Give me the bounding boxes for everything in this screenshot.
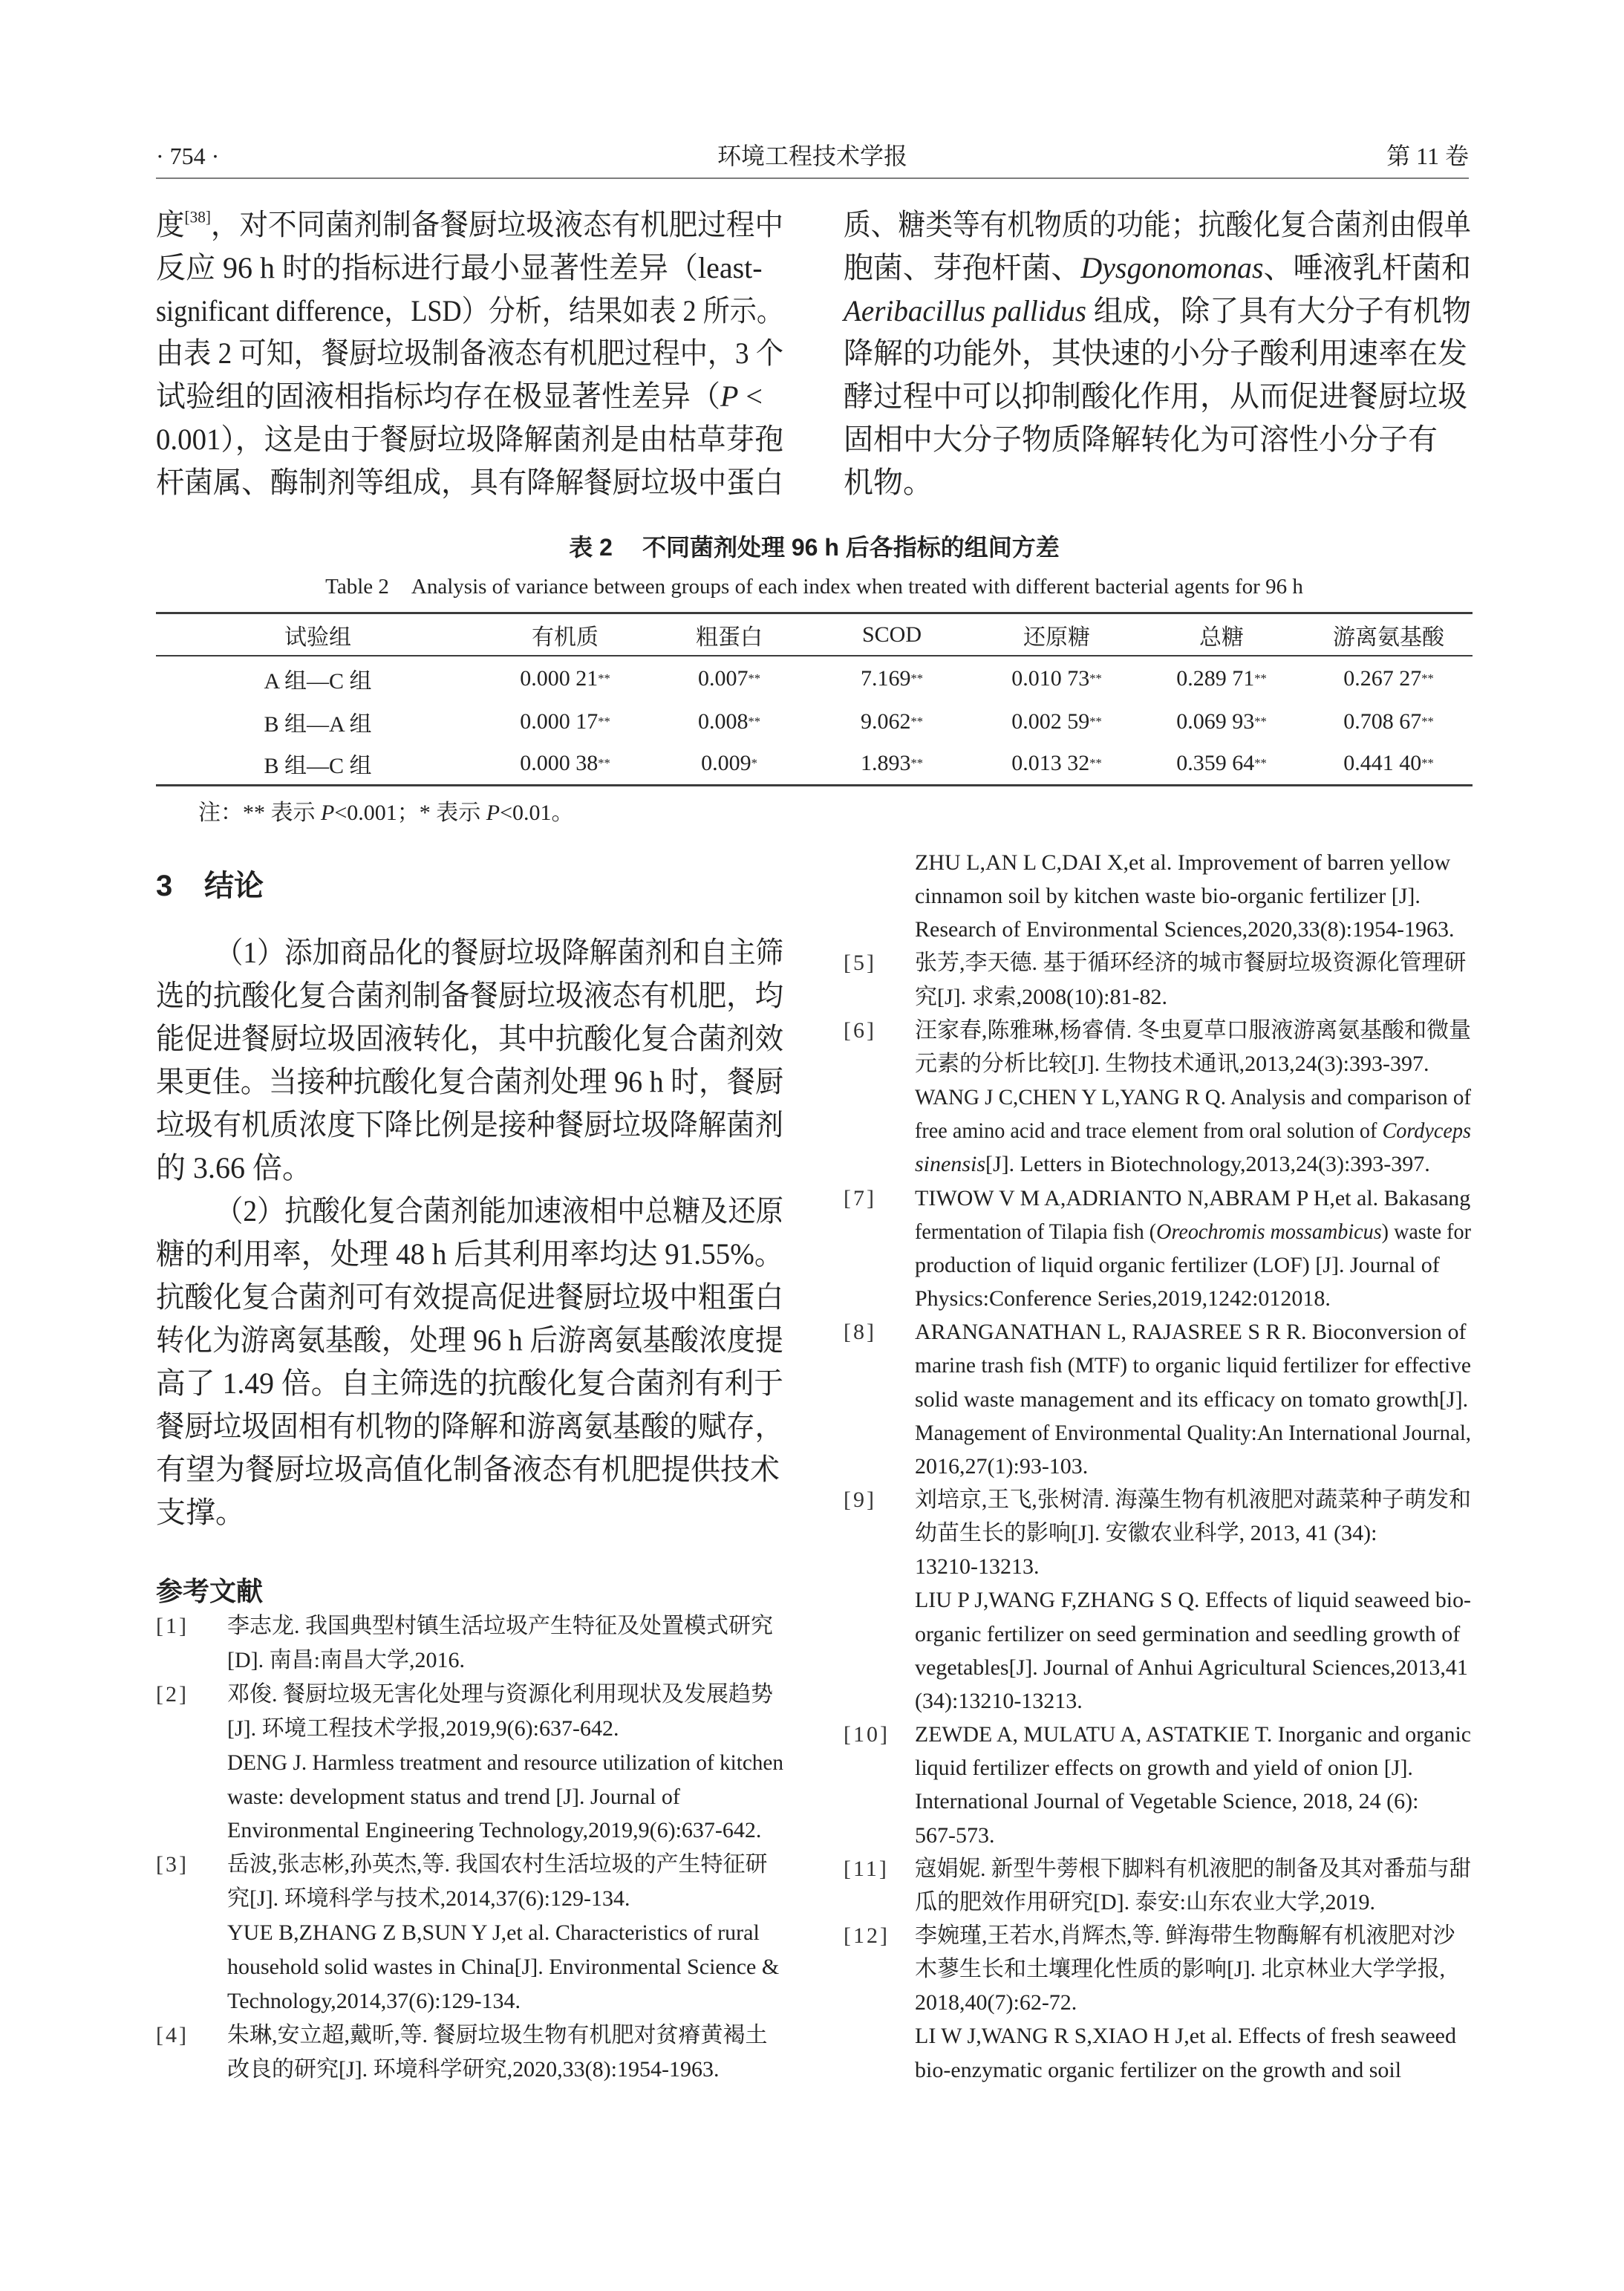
text-segment: 度 <box>156 208 185 241</box>
text-line <box>156 1276 783 1319</box>
reference-line <box>915 1450 1471 1483</box>
text-line <box>844 247 1471 290</box>
reference-label: [9] <box>844 1487 876 1512</box>
line-text: Research of Environmental Sciences,2020,33(8):1954-1963. <box>915 917 1455 942</box>
reference-line <box>227 1984 783 2018</box>
reference-line <box>915 1516 1471 1550</box>
reference-text <box>915 1718 1471 1852</box>
italic-term: sinensis <box>915 1152 986 1177</box>
reference-line <box>227 1746 783 1780</box>
line-text: 张芳,李天德. 基于循环经济的城市餐厨垃圾资源化管理研 <box>915 951 1467 976</box>
table-cell: 0.000 21 ** <box>520 666 610 691</box>
text-line <box>156 1104 783 1147</box>
table-note <box>198 800 574 827</box>
section-title: 结论 <box>204 870 264 902</box>
text-segment: <0.01。 <box>500 801 574 825</box>
text-line <box>156 1362 783 1405</box>
table-header-cell: 游离氨基酸 <box>1333 625 1444 650</box>
line-text: TIWOW V M A,ADRIANTO N,ABRAM P H,et al. Bakasang <box>915 1185 1471 1210</box>
reference-line <box>915 1651 1471 1684</box>
text-line <box>156 247 783 290</box>
reference-line <box>227 1848 783 1882</box>
line-text: organic fertilizer on seed germination and seedling growth of <box>915 1621 1461 1646</box>
reference-label: [4] <box>156 2022 189 2047</box>
references-right-column <box>844 846 1471 2087</box>
table-cell: 0.008 ** <box>698 709 760 734</box>
line-text: 木蓼生长和土壤理化性质的影响[J]. 北京林业大学学报, <box>915 1957 1446 1982</box>
reference-text <box>227 1609 783 1678</box>
cell-value: 0.000 21 <box>520 666 599 691</box>
line-text <box>844 247 1471 290</box>
reference-label: [3] <box>156 1852 189 1877</box>
text-line <box>156 418 783 461</box>
reference-line <box>227 2053 783 2087</box>
line-text: International Journal of Vegetable Science, 2018, 24 (6): <box>915 1789 1419 1814</box>
reference-line <box>227 1780 783 1814</box>
reference-line <box>915 1114 1471 1147</box>
reference-text <box>915 1919 1471 2087</box>
table-cell-group: B 组—C 组 <box>264 754 372 778</box>
table-cell: 0.013 32 ** <box>1011 751 1102 775</box>
table-caption: 不同菌剂处理 96 h 后各指标的组间方差 <box>642 534 1060 561</box>
line-text: significant difference，LSD）分析，结果如表 2 所示。 <box>156 293 783 327</box>
text-line <box>844 375 1471 418</box>
reference-line <box>915 1248 1471 1282</box>
reference-line <box>915 946 1471 980</box>
line-text: ZEWDE A, MULATU A, ASTATKIE T. Inorganic and organic <box>915 1722 1471 1747</box>
text-segment: [J]. Letters in Biotechnology,2013,24(3):393-397. <box>985 1152 1430 1177</box>
reference-label: [2] <box>156 1681 189 1707</box>
reference-label: [1] <box>156 1614 189 1638</box>
table-bottom-rule <box>156 784 1473 786</box>
reference-label: [5] <box>844 951 876 976</box>
reference-line <box>227 1678 783 1712</box>
reference-line <box>227 1813 783 1848</box>
reference-line <box>915 1215 1471 1248</box>
table-cell: 0.009 * <box>701 751 757 775</box>
line-text: production of liquid organic fertilizer (LOF) [J]. Journal of <box>915 1252 1440 1277</box>
line-text: 究[J]. 求索,2008(10):81-82. <box>915 984 1167 1009</box>
reference-label: [6] <box>844 1017 876 1043</box>
table-header-cell: 试验组 <box>284 625 351 650</box>
reference-text <box>915 846 1471 946</box>
line-text: liquid fertilizer effects on growth and yield of onion [J]. <box>915 1756 1413 1781</box>
line-text <box>915 1215 1471 1248</box>
reference-line <box>915 1014 1471 1047</box>
line-text: DENG J. Harmless treatment and resource utilization of kitchen <box>227 1750 783 1775</box>
line-text: cinnamon soil by kitchen waste bio-organic fertilizer [J]. <box>915 884 1421 909</box>
reference-text <box>227 2018 783 2087</box>
reference-line <box>915 2053 1471 2087</box>
reference-line <box>915 1617 1471 1651</box>
reference-text <box>915 1483 1471 1718</box>
reference-line <box>227 1712 783 1746</box>
cell-value: 7.169 <box>861 666 911 691</box>
table-cell: 0.359 64 ** <box>1176 751 1267 775</box>
text-line <box>844 418 1471 461</box>
reference-line <box>915 1919 1471 1952</box>
volume-label: 第 11 卷 <box>1386 143 1469 169</box>
line-text: 改良的研究[J]. 环境科学研究,2020,33(8):1954-1963. <box>227 2056 720 2082</box>
reference-line <box>915 1349 1471 1382</box>
table-cell: 0.007 ** <box>698 666 760 691</box>
table-header-cell: 还原糖 <box>1023 625 1090 650</box>
cell-value: 0.359 64 <box>1176 751 1255 775</box>
text-line <box>156 332 783 375</box>
line-text: Technology,2014,37(6):129-134. <box>227 1988 521 2013</box>
line-text: 降解的功能外，其快速的小分子酸利用速率在发 <box>844 336 1467 371</box>
line-text: 果更佳。当接种抗酸化复合菌剂处理 96 h 时，餐厨 <box>156 1065 783 1098</box>
cell-value: 0.008 <box>698 709 749 734</box>
reference-line <box>227 1916 783 1950</box>
text-line <box>156 375 783 418</box>
cell-value: 0.708 67 <box>1343 709 1422 734</box>
line-text: 抗酸化复合菌剂可有效提高促进餐厨垃圾中粗蛋白 <box>156 1280 783 1314</box>
reference-text <box>227 1678 783 1848</box>
line-text: 选的抗酸化复合菌剂制备餐厨垃圾液态有机肥，均 <box>156 979 783 1012</box>
line-text: 寇娟妮. 新型牛蒡根下脚料有机液肥的制备及其对番茄与甜 <box>915 1856 1471 1881</box>
table-number-en: Table 2 <box>325 575 389 599</box>
line-text: 杆菌属、酶制剂等组成，具有降解餐厨垃圾中蛋白 <box>156 465 783 499</box>
reference-label: [12] <box>844 1923 890 1948</box>
reference-item <box>156 2018 783 2087</box>
section-heading <box>156 867 264 905</box>
reference-line <box>915 1047 1471 1081</box>
line-text: 机物。 <box>844 465 933 499</box>
line-text: [D]. 南昌:南昌大学,2016. <box>227 1647 465 1672</box>
reference-item <box>844 1718 1471 1852</box>
reference-text <box>915 946 1471 1013</box>
table-cell: 7.169 ** <box>861 666 923 691</box>
line-text: Environmental Engineering Technology,2019,9(6):637-642. <box>227 1818 762 1843</box>
table-cell: 0.267 27 ** <box>1343 666 1434 691</box>
line-text: （2）抗酸化复合菌剂能加速液相中总糖及还原 <box>215 1194 783 1228</box>
text-segment: ) waste for <box>1381 1219 1471 1244</box>
italic-term: Dysgonomonas <box>1080 250 1264 284</box>
table-cell: 9.062 ** <box>861 709 923 734</box>
reference-label: [11] <box>844 1856 889 1881</box>
reference-line <box>915 1182 1471 1215</box>
reference-line <box>915 1583 1471 1617</box>
reference-item <box>844 1919 1471 2087</box>
table-top-rule <box>156 612 1473 614</box>
cell-value: 0.441 40 <box>1343 751 1422 775</box>
reference-line <box>915 1282 1471 1315</box>
journal-title: 环境工程技术学报 <box>717 143 907 169</box>
line-text: LI W J,WANG R S,XIAO H J,et al. Effects of fresh seaweed <box>915 2024 1456 2049</box>
reference-line <box>915 1751 1471 1785</box>
reference-item <box>156 1609 783 1678</box>
line-text: 李志龙. 我国典型村镇生活垃圾产生特征及处置模式研究 <box>227 1614 773 1638</box>
cell-value: 0.000 38 <box>520 751 599 775</box>
text-line <box>156 1319 783 1362</box>
reference-text <box>915 1315 1471 1483</box>
reference-line <box>915 1147 1471 1181</box>
reference-line <box>915 1315 1471 1349</box>
text-line <box>844 332 1471 375</box>
reference-line <box>915 1383 1471 1416</box>
italic-term: Oreochromis mossambicus <box>1156 1219 1382 1244</box>
reference-item <box>844 1315 1471 1483</box>
text-segment: 组成，除了具有大分子有机物 <box>1086 293 1471 327</box>
text-segment: <0.001；* 表示 <box>334 801 486 825</box>
cell-value: 0.009 <box>701 751 751 775</box>
citation-superscript: [38] <box>184 207 211 227</box>
line-text: 糖的利用率，处理 48 h 后其利用率均达 91.55%。 <box>156 1237 783 1271</box>
references-heading: 参考文献 <box>156 1576 264 1606</box>
cell-value: 1.893 <box>861 751 911 775</box>
line-text: 0.001），这是由于餐厨垃圾降解菌剂是由枯草芽孢 <box>156 422 783 456</box>
line-text: Physics:Conference Series,2019,1242:012018. <box>915 1286 1331 1311</box>
intro-right-column <box>844 203 1471 504</box>
text-segment: fermentation of Tilapia fish ( <box>915 1219 1157 1244</box>
reference-line <box>915 1852 1471 1886</box>
cell-value: 0.267 27 <box>1343 666 1422 691</box>
line-text: 固相中大分子物质降解转化为可溶性小分子有 <box>844 422 1438 456</box>
text-segment: < <box>738 379 763 414</box>
table-header-cell: 总糖 <box>1199 625 1244 650</box>
line-text: 有望为餐厨垃圾高值化制备液态有机肥提供技术 <box>156 1453 780 1486</box>
italic-term: P <box>321 801 335 825</box>
reference-text <box>915 1014 1471 1182</box>
reference-line <box>227 1609 783 1643</box>
table-header-row <box>156 615 1472 655</box>
table-row <box>156 656 1472 701</box>
reference-line <box>915 1819 1471 1852</box>
line-text: 质、糖类等有机物质的功能；抗酸化复合菌剂由假单 <box>844 208 1471 241</box>
reference-line <box>915 1550 1471 1583</box>
section-number: 3 <box>156 870 173 902</box>
reference-line <box>227 2018 783 2053</box>
line-text: 2016,27(1):93-103. <box>915 1453 1089 1479</box>
line-text: WANG J C,CHEN Y L,YANG R Q. Analysis and comparison of <box>915 1085 1471 1110</box>
table-cell: 0.289 71 ** <box>1176 666 1267 691</box>
table-cell: 0.000 38 ** <box>520 751 610 775</box>
reference-item <box>844 1182 1471 1316</box>
line-text: 13210-13213. <box>915 1554 1040 1580</box>
text-line <box>156 203 783 247</box>
text-line <box>844 203 1471 247</box>
line-text: ZHU L,AN L C,DAI X,et al. Improvement of barren yellow <box>915 850 1451 875</box>
table-row <box>156 701 1472 743</box>
text-line <box>156 1060 783 1104</box>
line-text: 能促进餐厨垃圾固液转化，其中抗酸化复合菌剂效 <box>156 1022 783 1055</box>
text-line <box>844 461 1471 504</box>
line-text: marine trash fish (MTF) to organic liquid fertilizer for effective <box>915 1353 1471 1378</box>
line-text: 岳波,张志彬,孙英杰,等. 我国农村生活垃圾的产生特征研 <box>227 1852 768 1877</box>
line-text: solid waste management and its efficacy on tomato growth[J]. <box>915 1386 1469 1412</box>
italic-term: Aeribacillus pallidus <box>844 293 1086 327</box>
table-header-cell: 粗蛋白 <box>696 625 763 650</box>
reference-line <box>915 879 1471 913</box>
text-line <box>156 1405 783 1448</box>
line-text <box>844 290 1471 333</box>
reference-line <box>227 1643 783 1678</box>
conclusions-body <box>156 931 783 1534</box>
reference-item <box>844 846 1471 946</box>
table-row <box>156 743 1472 784</box>
reference-label: [10] <box>844 1722 890 1747</box>
table-cell: 0.000 17 ** <box>520 709 610 734</box>
reference-item <box>156 1678 783 1848</box>
text-line <box>156 1491 783 1534</box>
reference-line <box>915 1718 1471 1751</box>
reference-item <box>844 1014 1471 1182</box>
table-cell: 0.069 93 ** <box>1176 709 1267 734</box>
line-text: 幼苗生长的影响[J]. 安徽农业科学, 2013, 41 (34): <box>915 1521 1377 1546</box>
line-text: 2018,40(7):62-72. <box>915 1990 1077 2015</box>
text-line <box>156 1190 783 1233</box>
line-text: ARANGANATHAN L, RAJASREE S R R. Bioconversion of <box>915 1320 1467 1345</box>
line-text: LIU P J,WANG F,ZHANG S Q. Effects of liquid seaweed bio- <box>915 1588 1471 1613</box>
table-caption-en: Analysis of variance between groups of each index when treated with different bacterial agents for 96 h <box>411 575 1303 599</box>
table-body <box>156 656 1472 784</box>
line-text: 由表 2 可知，餐厨垃圾制备液态有机肥过程中，3 个 <box>156 336 783 371</box>
text-line <box>156 290 783 333</box>
text-segment: 试验组的固液相指标均存在极显著性差异（ <box>156 379 720 414</box>
text-segment: ，对不同菌剂制备餐厨垃圾液态有机肥过程中 <box>210 208 783 241</box>
table-header-cell: SCOD <box>861 622 922 647</box>
line-text: 567-573. <box>915 1822 995 1848</box>
cell-value: 0.289 71 <box>1176 666 1255 691</box>
reference-line <box>915 1416 1471 1450</box>
header-rule <box>156 177 1469 179</box>
reference-text <box>915 1182 1471 1316</box>
line-text: 元素的分析比较[J]. 生物技术通讯,2013,24(3):393-397. <box>915 1051 1429 1076</box>
line-text: (34):13210-13213. <box>915 1688 1083 1713</box>
line-text: vegetables[J]. Journal of Anhui Agricultural Sciences,2013,41 <box>915 1655 1468 1680</box>
cell-value: 0.013 32 <box>1011 751 1090 775</box>
reference-line <box>915 913 1471 946</box>
table-title-en <box>156 573 1473 600</box>
reference-item <box>844 1852 1471 1919</box>
reference-line <box>915 980 1471 1014</box>
reference-line <box>915 1785 1471 1818</box>
line-text: 转化为游离氨基酸，处理 96 h 后游离氨基酸浓度提 <box>156 1323 783 1357</box>
line-text <box>915 1114 1471 1147</box>
cell-value: 0.002 59 <box>1011 709 1090 734</box>
line-text: Management of Environmental Quality:An International Journal, <box>915 1420 1471 1445</box>
table-header-cell: 有机质 <box>532 625 599 650</box>
cell-value: 0.069 93 <box>1176 709 1255 734</box>
line-text: [J]. 环境工程技术学报,2019,9(6):637-642. <box>227 1715 619 1741</box>
reference-line <box>915 2019 1471 2053</box>
text-line <box>156 974 783 1017</box>
reference-text <box>227 1848 783 2018</box>
text-segment: free amino acid and trace element from oral solution of <box>915 1118 1383 1144</box>
table-title <box>156 532 1473 562</box>
reference-item <box>844 1483 1471 1718</box>
line-text: 邓俊. 餐厨垃圾无害化处理与资源化利用现状及发展趋势 <box>227 1681 773 1707</box>
line-text: 汪家春,陈雅琳,杨睿倩. 冬虫夏草口服液游离氨基酸和微量 <box>915 1017 1471 1043</box>
line-text: waste: development status and trend [J]. Journal of <box>227 1784 680 1809</box>
line-text: 的 3.66 倍。 <box>156 1151 312 1184</box>
line-text: 酵过程中可以抑制酸化作用，从而促进餐厨垃圾 <box>844 379 1467 414</box>
line-text: 刘培京,王飞,张树清. 海藻生物有机液肥对蔬菜种子萌发和 <box>915 1487 1471 1512</box>
reference-line <box>227 1950 783 1984</box>
line-text: 李婉瑾,王若水,肖辉杰,等. 鲜海带生物酶解有机液肥对沙 <box>915 1923 1455 1948</box>
table-cell: 0.002 59 ** <box>1011 709 1102 734</box>
text-segment: 注：** 表示 <box>198 801 321 825</box>
line-text: 垃圾有机质浓度下降比例是接种餐厨垃圾降解菌剂 <box>156 1108 783 1141</box>
table-cell: 1.893 ** <box>861 751 923 775</box>
text-line <box>844 290 1471 333</box>
text-line <box>156 461 783 504</box>
line-text <box>156 375 763 418</box>
reference-line <box>915 1081 1471 1114</box>
cell-value: 0.000 17 <box>520 709 599 734</box>
cell-value: 0.010 73 <box>1011 666 1090 691</box>
cell-value: 9.062 <box>861 709 911 734</box>
line-text: bio-enzymatic organic fertilizer on the growth and soil <box>915 2057 1402 2082</box>
line-text: 究[J]. 环境科学与技术,2014,37(6):129-134. <box>227 1886 630 1912</box>
text-line <box>156 1233 783 1276</box>
reference-item <box>844 946 1471 1013</box>
reference-text <box>915 1852 1471 1919</box>
line-text: （1）添加商品化的餐厨垃圾降解菌剂和自主筛 <box>215 936 783 969</box>
reference-item <box>156 1848 783 2018</box>
text-line <box>156 1147 783 1190</box>
text-line <box>156 931 783 974</box>
reference-line <box>915 1986 1471 2019</box>
line-text: household solid wastes in China[J]. Environmental Science & <box>227 1955 780 1980</box>
line-text: 支撑。 <box>156 1496 245 1529</box>
table-number: 表 2 <box>569 534 613 561</box>
line-text: 反应 96 h 时的指标进行最小显著性差异（least- <box>156 250 763 284</box>
line-text <box>156 203 783 247</box>
table-cell-group: A 组—C 组 <box>264 669 372 694</box>
reference-line <box>915 1886 1471 1919</box>
italic-term: P <box>486 801 500 825</box>
line-text: 朱琳,安立超,戴昕,等. 餐厨垃圾生物有机肥对贫瘠黄褐土 <box>227 2022 768 2047</box>
reference-line <box>227 1882 783 1916</box>
line-text: 高了 1.49 倍。自主筛选的抗酸化复合菌剂有利于 <box>156 1366 783 1400</box>
table-cell: 0.708 67 ** <box>1343 709 1434 734</box>
line-text: YUE B,ZHANG Z B,SUN Y J,et al. Characteristics of rural <box>227 1920 760 1946</box>
cell-value: 0.007 <box>698 666 749 691</box>
reference-line <box>915 1684 1471 1718</box>
table-cell-group: B 组—A 组 <box>264 712 372 737</box>
table-cell: 0.441 40 ** <box>1343 751 1434 775</box>
italic-term: Cordyceps <box>1382 1118 1471 1144</box>
line-text: 餐厨垃圾固相有机物的降解和游离氨基酸的赋存， <box>156 1410 783 1443</box>
italic-term: P <box>720 379 739 414</box>
text-segment: 、唾液乳杆菌和 <box>1263 250 1471 284</box>
page-number: · 754 · <box>156 143 220 169</box>
text-line <box>156 1448 783 1491</box>
text-segment: 胞菌、芽孢杆菌、 <box>844 250 1081 284</box>
reference-line <box>915 1952 1471 1986</box>
reference-line <box>915 846 1471 879</box>
reference-label: [8] <box>844 1320 876 1345</box>
text-line <box>156 1017 783 1060</box>
reference-label: [7] <box>844 1185 876 1210</box>
reference-line <box>915 1483 1471 1516</box>
line-text <box>915 1152 1430 1176</box>
references-left-column <box>156 1609 783 2087</box>
intro-left-column <box>156 203 783 504</box>
line-text: 瓜的肥效作用研究[D]. 泰安:山东农业大学,2019. <box>915 1889 1375 1914</box>
table-cell: 0.010 73 ** <box>1011 666 1102 691</box>
